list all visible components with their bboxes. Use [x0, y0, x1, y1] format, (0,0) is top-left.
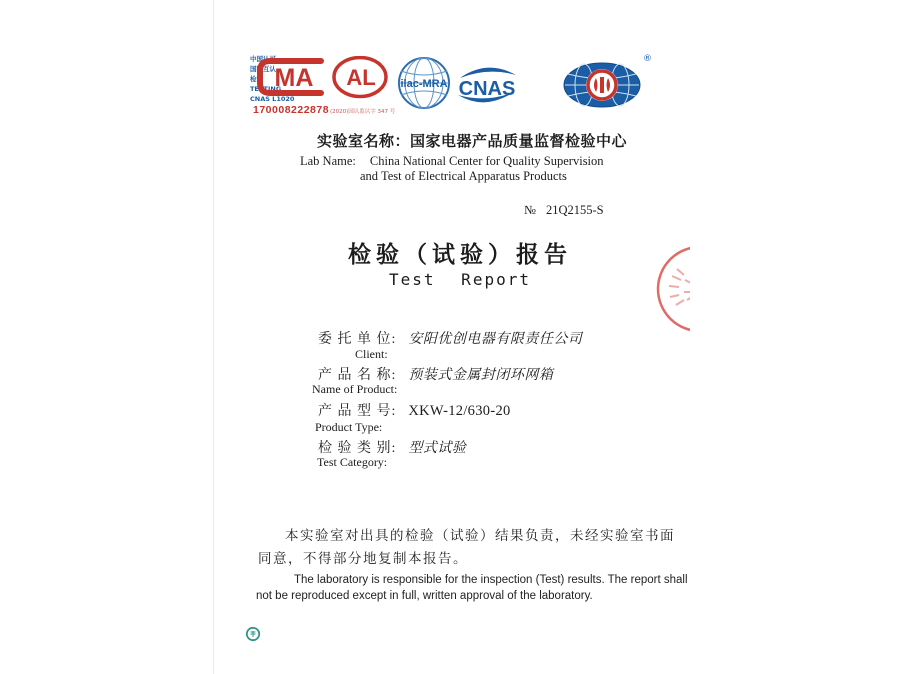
lab-name-zh-label: 实验室名称： — [316, 134, 410, 150]
field-product-type-label-zh: 产 品 型 号: — [318, 404, 397, 419]
lab-name-en-label: Lab Name: — [300, 154, 356, 168]
red-seal-icon — [652, 242, 690, 337]
cal-logo — [330, 56, 396, 115]
field-test-category-label-en: Test Category: — [317, 455, 388, 469]
cnas-text-line: 中国认可 — [250, 55, 276, 63]
cal-mark-icon — [331, 56, 389, 100]
lab-name-en-line2: and Test of Electrical Apparatus Products — [360, 169, 567, 183]
certification-logos — [250, 54, 650, 118]
field-test-category-row — [318, 437, 466, 457]
field-client-row — [318, 328, 582, 348]
field-client-label-zh: 委 托 单 位: — [318, 332, 397, 347]
institute-globe-logo — [562, 61, 642, 114]
svg-text:MA: MA — [274, 64, 314, 92]
field-product-type-label-en: Product Type: — [315, 420, 383, 434]
lab-name-en-line1 — [300, 154, 604, 169]
cma-mark-icon — [255, 56, 327, 98]
lab-name-zh-value: 国家电器产品质量监督检验中心 — [410, 134, 628, 150]
cnas-text-line: TESTING — [250, 85, 282, 93]
field-product-name-label-zh: 产 品 名 称: — [318, 368, 397, 383]
svg-text:CNAS: CNAS — [458, 78, 516, 100]
cnas-logo — [454, 61, 520, 114]
report-title-en: Test Report — [389, 270, 531, 289]
field-client-label-en: Client: — [355, 347, 388, 361]
cma-number: 170008222878 — [253, 104, 330, 116]
field-test-category-label-zh: 检 验 类 别: — [318, 441, 397, 456]
disclaimer-zh: 本实验室对出具的检验（试验）结果负责，未经实验室书面同意，不得部分地复制本报告。 — [258, 528, 675, 566]
cnas-text-line: CNAS L1020 — [250, 95, 295, 103]
report-number-prefix: № — [524, 203, 536, 217]
teal-stamp-icon — [245, 626, 261, 642]
svg-text:ilac-MRA: ilac-MRA — [400, 78, 448, 90]
field-product-name-row — [318, 364, 553, 384]
disclaimer-en: The laboratory is responsible for the inspection (Test) results. The report shall not be reproduced except in full, written approval of the laboratory. — [256, 574, 688, 602]
cnas-mark-icon — [454, 61, 520, 109]
globe-emblem-icon — [562, 61, 642, 109]
field-product-name-label-en: Name of Product: — [312, 382, 398, 396]
report-title-zh: 检验（试验）报告 — [348, 242, 572, 267]
ilac-globe-icon — [396, 55, 452, 111]
ilac-mra-logo — [396, 55, 452, 116]
field-product-name-value: 预装式金属封闭环网箱 — [408, 368, 554, 383]
lab-name-en-value: China National Center for Quality Supervision — [369, 154, 604, 168]
cal-subtext: (2020)国认监认字 347 号 — [330, 109, 396, 115]
cnas-text-line: 国际互认 — [250, 65, 276, 73]
red-seal — [650, 240, 690, 340]
report-number-value: 21Q2155-S — [545, 203, 604, 217]
teal-stamp — [245, 626, 261, 647]
page-edge-line — [213, 0, 214, 674]
field-test-category-value: 型式试验 — [408, 441, 467, 456]
field-product-type-value: XKW-12/630-20 — [408, 403, 511, 419]
field-product-type-row — [318, 400, 511, 420]
svg-text:AL: AL — [346, 65, 376, 90]
field-client-value: 安阳优创电器有限责任公司 — [408, 332, 583, 347]
cnas-text-line: 检测 — [250, 75, 263, 83]
report-number — [524, 203, 604, 218]
cma-logo — [253, 56, 329, 116]
lab-name-zh — [286, 130, 658, 151]
registered-trademark-symbol: ® — [643, 54, 652, 64]
